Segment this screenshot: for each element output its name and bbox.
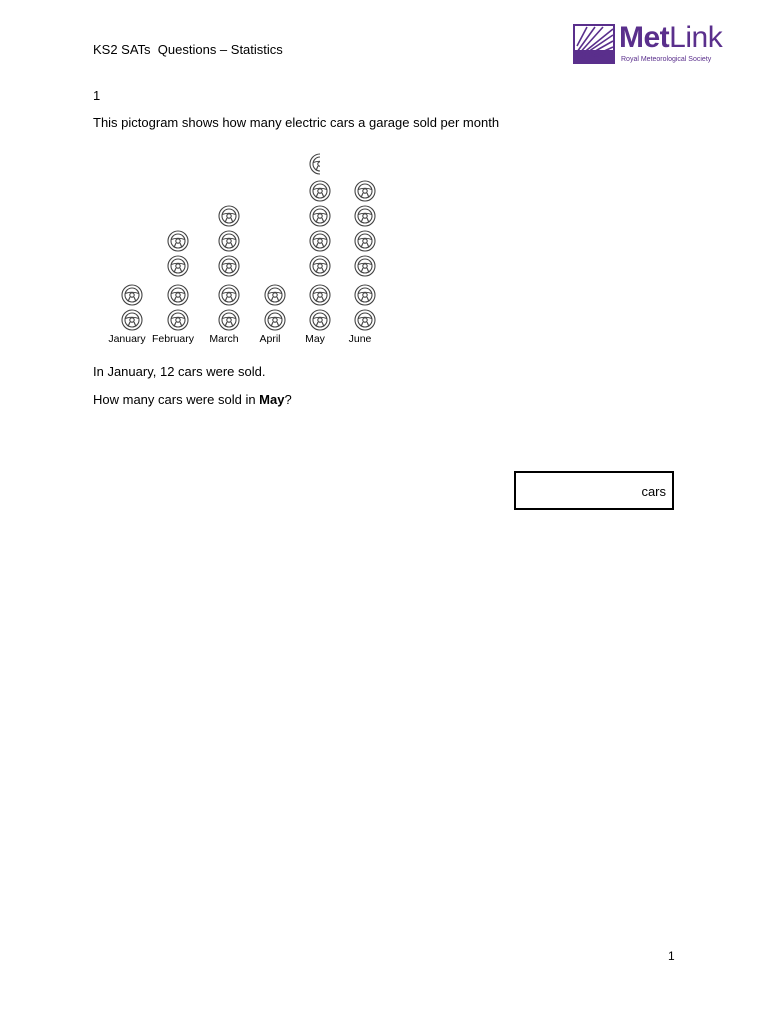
steering-wheel-icon (218, 230, 240, 252)
steering-wheel-icon (264, 309, 286, 331)
steering-wheel-icon (167, 230, 189, 252)
month-label: January (108, 333, 146, 345)
question-prompt (93, 392, 292, 407)
metlink-logo (573, 21, 748, 68)
month-label: February (151, 333, 195, 345)
steering-wheel-icon (264, 284, 286, 306)
steering-wheel-icon (354, 309, 376, 331)
steering-wheel-icon (309, 205, 331, 227)
page-number: 1 (668, 949, 675, 963)
month-label: March (209, 333, 239, 345)
logo-mark-icon (573, 24, 615, 64)
steering-wheel-icon (218, 205, 240, 227)
answer-input[interactable] (520, 477, 634, 505)
steering-wheel-icon (218, 284, 240, 306)
steering-wheel-icon (121, 284, 143, 306)
steering-wheel-icon (218, 309, 240, 331)
answer-unit: cars (641, 484, 666, 499)
question-intro: This pictogram shows how many electric cars a garage sold per month (93, 115, 500, 130)
month-label: April (259, 333, 281, 345)
logo-name: MetLink (619, 21, 723, 54)
steering-wheel-icon (309, 309, 331, 331)
steering-wheel-icon (167, 284, 189, 306)
prompt-month: May (259, 392, 285, 407)
steering-wheel-icon (354, 180, 376, 202)
steering-wheel-icon (354, 255, 376, 277)
steering-wheel-icon (218, 255, 240, 277)
question-number: 1 (93, 88, 101, 103)
logo-subtitle: Royal Meteorological Society (621, 56, 712, 63)
steering-wheel-icon (309, 255, 331, 277)
prompt-text: How many cars were sold in (93, 392, 260, 407)
steering-wheel-icon (121, 309, 143, 331)
answer-box (514, 471, 674, 510)
steering-wheel-icon (354, 205, 376, 227)
pictogram (98, 150, 388, 350)
half-steering-wheel-icon (309, 153, 331, 175)
info-line: In January, 12 cars were sold. (93, 364, 266, 379)
steering-wheel-icon (309, 230, 331, 252)
month-label: May (305, 333, 325, 345)
steering-wheel-icon (167, 255, 189, 277)
steering-wheel-icon (167, 309, 189, 331)
month-label: June (348, 333, 372, 345)
steering-wheel-icon (309, 180, 331, 202)
steering-wheel-icon (354, 284, 376, 306)
prompt-end: ? (284, 392, 292, 407)
header-title: KS2 SATs Questions – Statistics (93, 42, 283, 57)
steering-wheel-icon (309, 284, 331, 306)
steering-wheel-icon (354, 230, 376, 252)
